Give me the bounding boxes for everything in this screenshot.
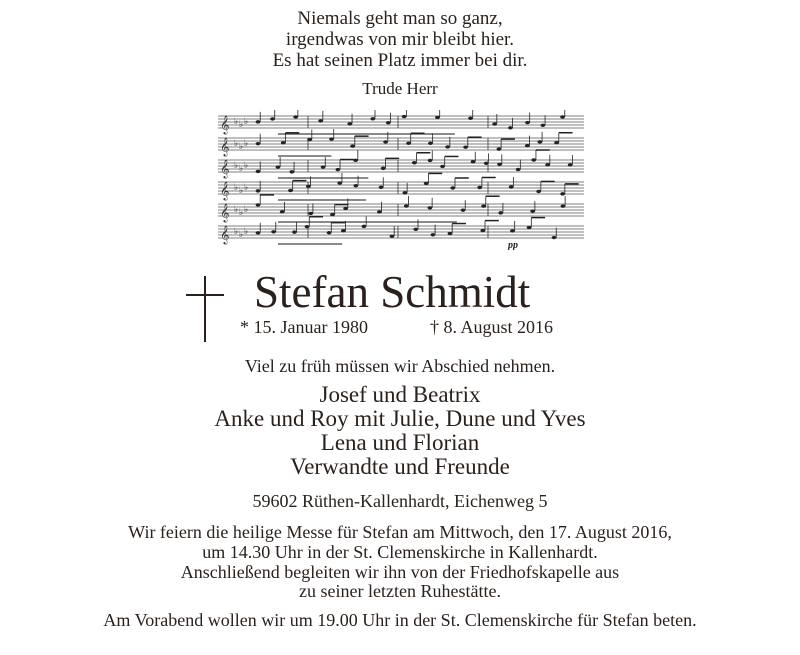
service-line: zu seiner letzten Ruhestätte. — [299, 581, 501, 601]
svg-text:♭: ♭ — [244, 138, 249, 148]
svg-text:♭: ♭ — [244, 182, 249, 192]
svg-text:♭: ♭ — [239, 229, 244, 239]
svg-text:𝄞: 𝄞 — [220, 161, 230, 178]
svg-text:𝄞: 𝄞 — [220, 205, 230, 222]
quote-line-2: irgendwas von mir bleibt hier. — [285, 29, 515, 50]
mourner-line: Verwandte und Freunde — [290, 454, 510, 479]
deceased-name: Stefan Schmidt — [254, 267, 531, 317]
svg-text:♭: ♭ — [239, 163, 244, 173]
svg-text:♭: ♭ — [234, 138, 239, 148]
svg-text:♭: ♭ — [244, 226, 249, 236]
svg-text:𝄞: 𝄞 — [220, 117, 230, 134]
mourner-line: Anke und Roy mit Julie, Dune und Yves — [214, 406, 586, 431]
quote-line-1: Niemals geht man so ganz, — [297, 8, 503, 29]
mourner-line: Lena und Florian — [320, 430, 480, 455]
dynamic-marking: pp — [508, 240, 518, 250]
address: 59602 Rüthen-Kallenhardt, Eichenweg 5 — [252, 491, 548, 511]
svg-text:♭: ♭ — [239, 119, 244, 129]
svg-text:♭: ♭ — [244, 160, 249, 170]
svg-text:♭: ♭ — [234, 160, 239, 170]
mourner-line: Josef und Beatrix — [319, 382, 481, 407]
service-line: Wir feiern die heilige Messe für Stefan am Mittwoch, den 17. August 2016, — [128, 522, 672, 542]
birth-date: * 15. Januar 1980 — [240, 317, 368, 337]
cross-icon — [186, 276, 224, 342]
svg-text:♭: ♭ — [234, 116, 239, 126]
svg-text:𝄞: 𝄞 — [220, 227, 230, 244]
quote-line-3: Es hat seinen Platz immer bei dir. — [272, 50, 528, 71]
service-line: Anschließend begleiten wir ihn von der Friedhofskapelle aus — [180, 562, 620, 582]
svg-text:♭: ♭ — [244, 204, 249, 214]
svg-text:♭: ♭ — [234, 182, 239, 192]
svg-text:𝄞: 𝄞 — [220, 139, 230, 156]
svg-text:♭: ♭ — [239, 207, 244, 217]
farewell-text: Viel zu früh müssen wir Abschied nehmen. — [244, 356, 556, 376]
svg-text:♭: ♭ — [234, 204, 239, 214]
evening-prayer: Am Vorabend wollen wir um 19.00 Uhr in der St. Clemenskirche für Stefan beten. — [103, 610, 697, 630]
sheet-music-image — [218, 110, 584, 250]
svg-text:♭: ♭ — [239, 185, 244, 195]
death-date: † 8. August 2016 — [430, 317, 554, 337]
svg-text:♭: ♭ — [244, 116, 249, 126]
svg-text:♭: ♭ — [234, 226, 239, 236]
svg-text:♭: ♭ — [239, 141, 244, 151]
service-line: um 14.30 Uhr in der St. Clemenskirche in Kallenhardt. — [202, 542, 598, 562]
svg-text:𝄞: 𝄞 — [220, 183, 230, 200]
quote-author: Trude Herr — [362, 79, 438, 98]
